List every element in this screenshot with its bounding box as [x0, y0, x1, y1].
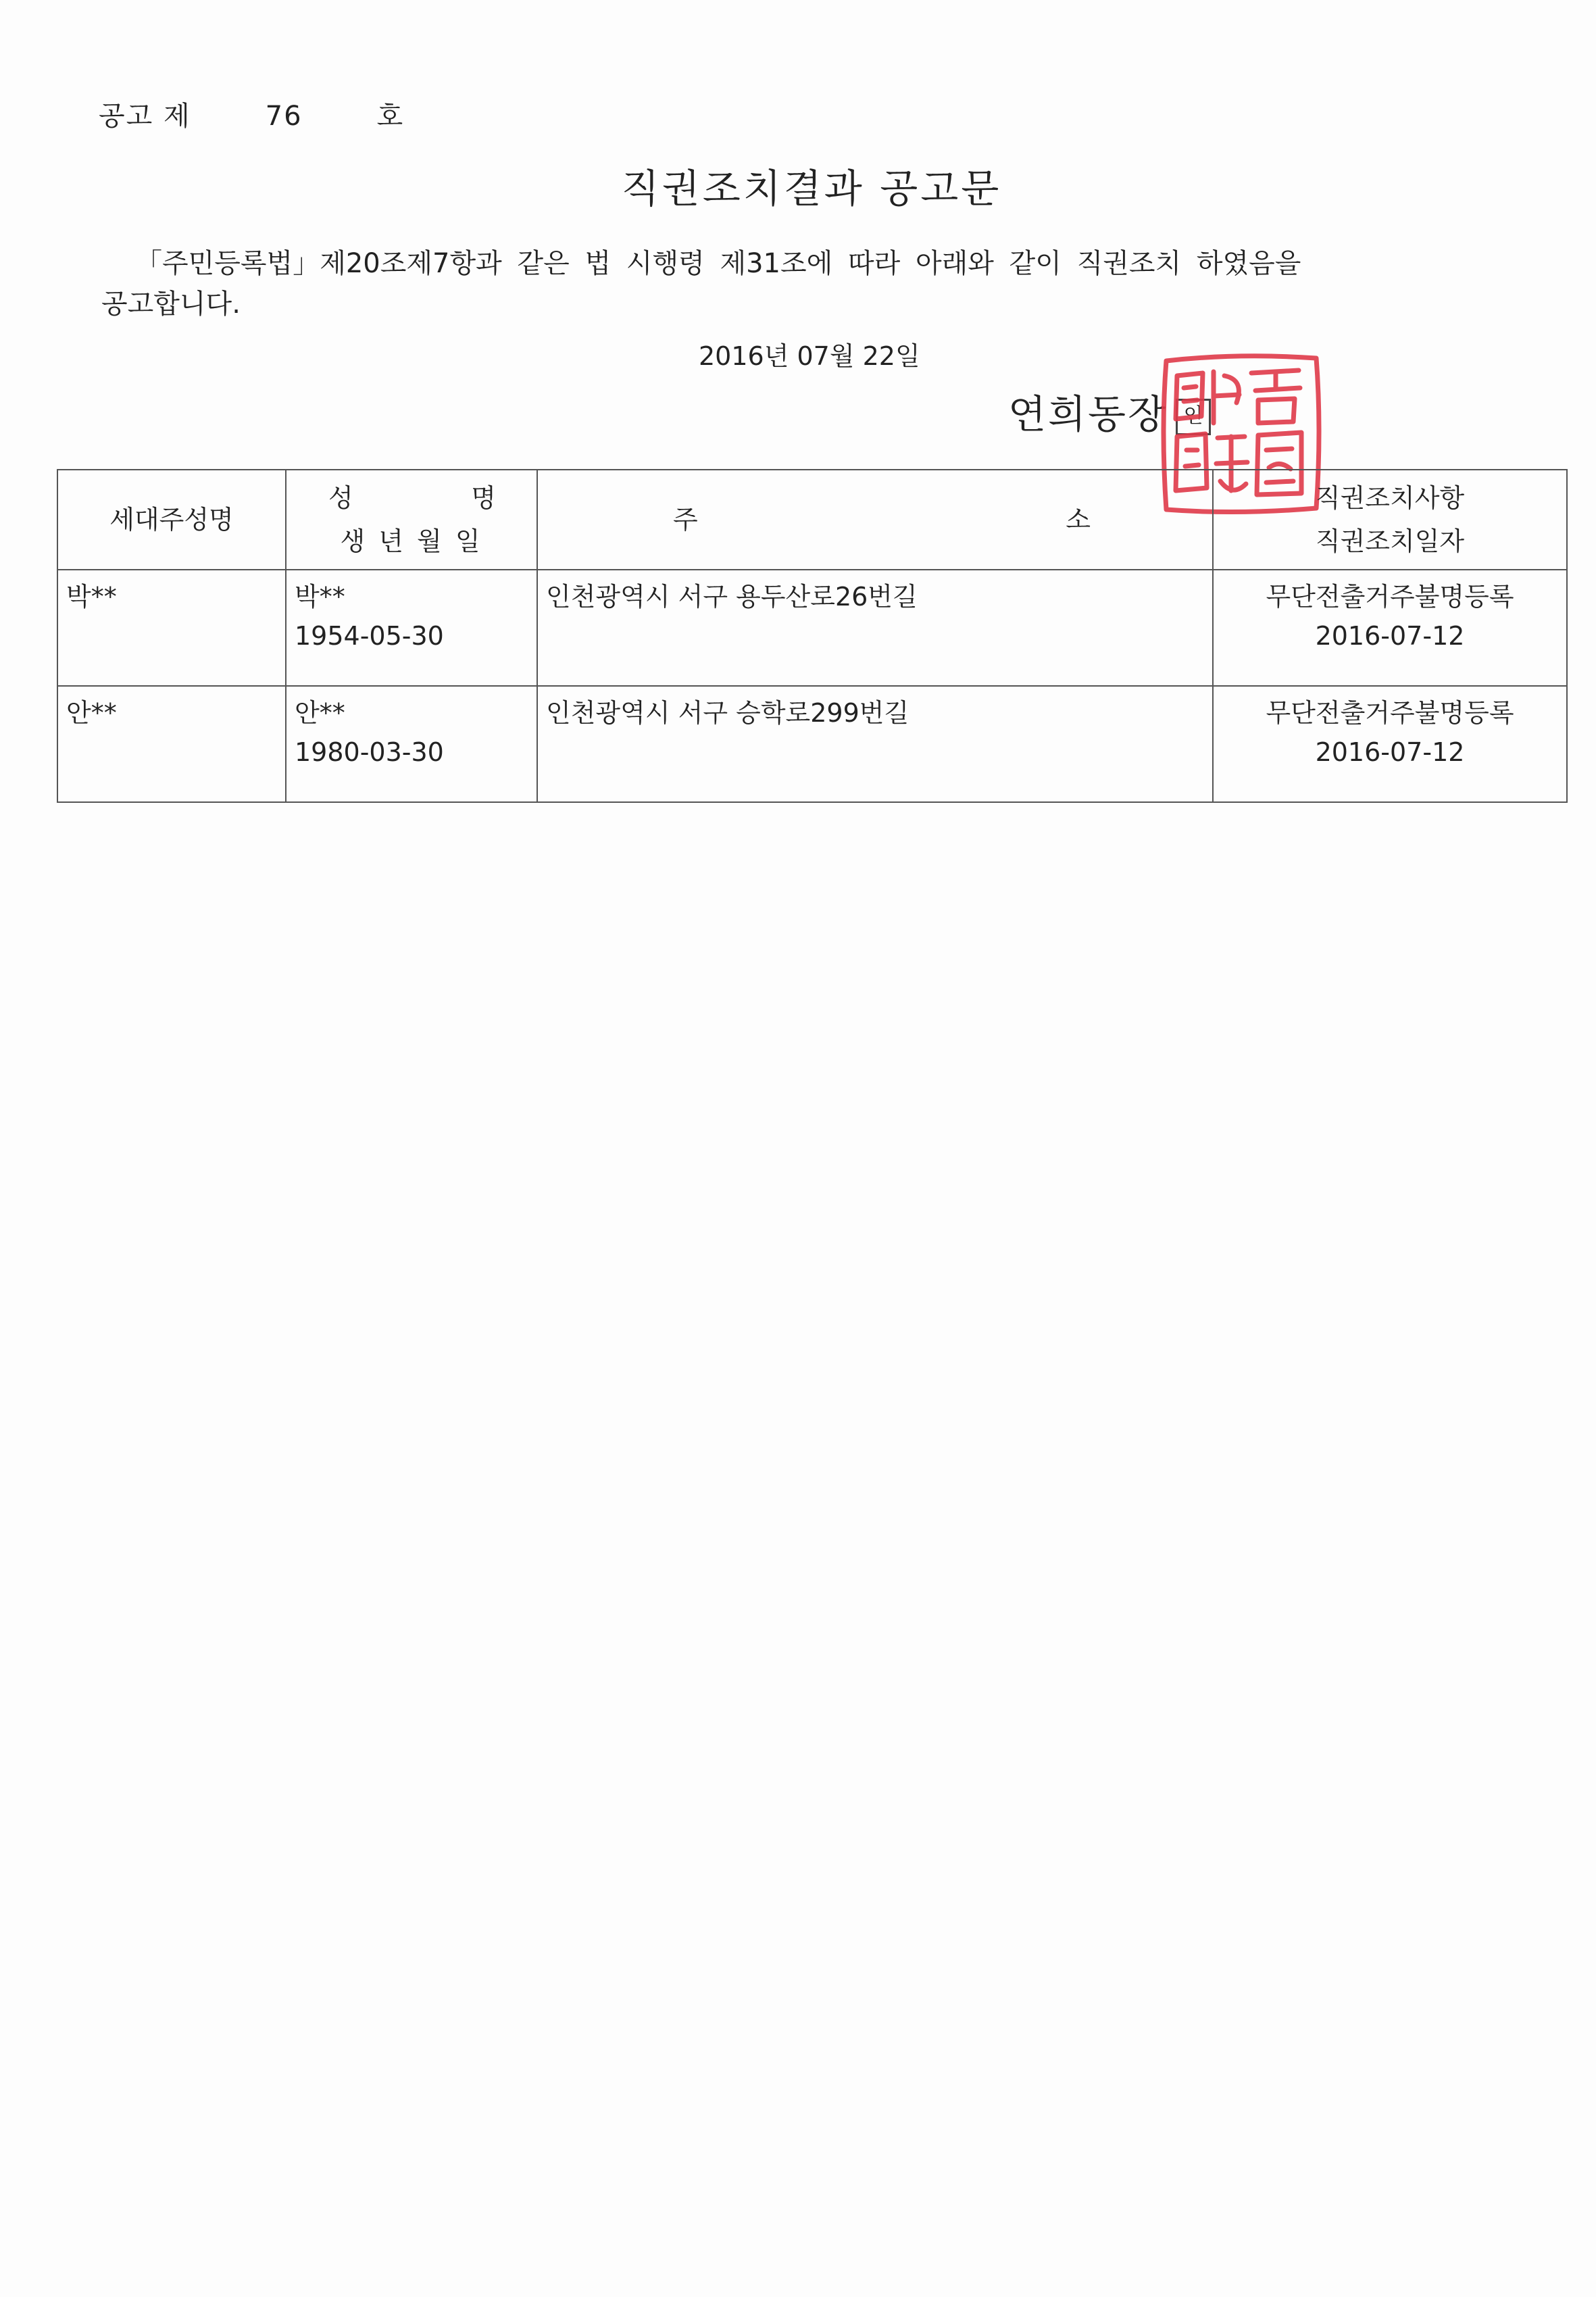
notice-body — [101, 243, 1426, 324]
cell-action-date: 2016-07-12 — [1315, 621, 1465, 651]
issuer — [1008, 382, 1211, 439]
notice-suffix: 호 — [376, 101, 405, 132]
header-name-birth — [286, 470, 537, 570]
cell-name-birth — [286, 570, 537, 686]
cell-householder: 박** — [57, 570, 286, 686]
header-action-date: 직권조치일자 — [1315, 526, 1465, 556]
cell-action-date: 2016-07-12 — [1315, 737, 1465, 767]
cell-householder: 안** — [57, 686, 286, 802]
issuer-title: 연희동장 — [1008, 391, 1168, 437]
header-name-a: 성 — [328, 483, 353, 513]
notice-body-line-2: 공고합니다. — [101, 289, 241, 320]
notice-prefix: 공고 제 — [99, 101, 191, 132]
header-address-b: 소 — [1066, 505, 1091, 535]
cell-name-birth — [286, 686, 537, 802]
cell-address: 인천광역시 서구 승학로299번길 — [537, 686, 1213, 802]
cell-action — [1213, 570, 1567, 686]
header-householder: 세대주성명 — [57, 470, 286, 570]
document-title-text: 직권조치결과 공고문 — [621, 166, 1002, 212]
notice-date: 2016년 07월 22일 — [699, 341, 920, 371]
cell-name: 박** — [295, 582, 345, 612]
header-address-a: 주 — [673, 505, 698, 535]
cell-action-type: 무단전출거주불명등록 — [1266, 582, 1514, 612]
header-birth: 생 년 월 일 — [340, 526, 483, 556]
header-action-type: 직권조치사항 — [1315, 483, 1465, 513]
seal-mark: 인 — [1176, 399, 1211, 435]
table-row — [57, 570, 1567, 686]
notice-number-value: 76 — [265, 101, 303, 132]
cell-action — [1213, 686, 1567, 802]
cell-birth: 1954-05-30 — [295, 621, 444, 651]
cell-action-type: 무단전출거주불명등록 — [1266, 698, 1514, 728]
notice-body-line-1: 「주민등록법」제20조제7항과 같은 법 시행령 제31조에 따라 아래와 같이 직권조치 하였음을 — [135, 248, 1301, 279]
header-address — [537, 470, 1213, 570]
cell-address: 인천광역시 서구 용두산로26번길 — [537, 570, 1213, 686]
table-header-row — [57, 470, 1567, 570]
notice-number — [99, 95, 404, 133]
table-row — [57, 686, 1567, 802]
header-name-b: 명 — [471, 483, 496, 513]
cell-name: 안** — [295, 698, 345, 728]
document-title — [0, 157, 1596, 214]
result-table — [57, 469, 1568, 803]
cell-birth: 1980-03-30 — [295, 737, 444, 767]
header-action — [1213, 470, 1567, 570]
